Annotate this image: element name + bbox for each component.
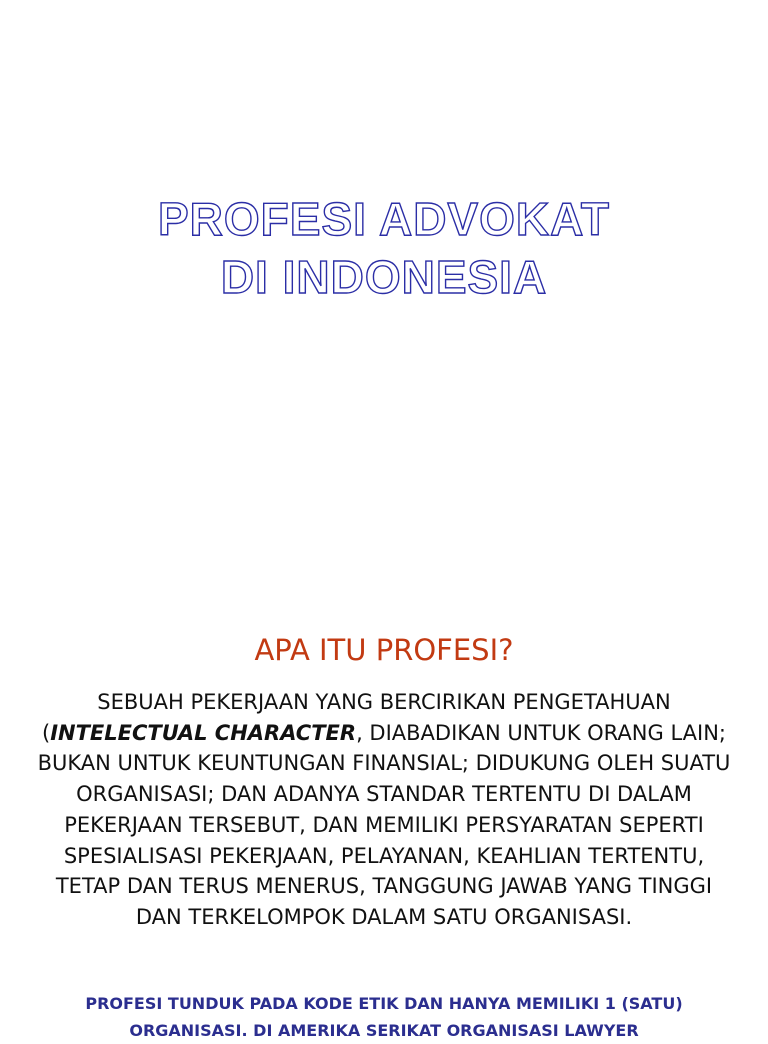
definition-text-part-2: , DIABADIKAN UNTUK ORANG LAIN; BUKAN UNTUK KEUNTUNGAN FINANSIAL; DIDUKUNG OLEH SUATU ORGANISASI; DAN ADANYA STANDAR TERTENTU DI DALAM PEKERJAAN TERSEBUT, DAN MEMILIKI PERSYARATAN SEPERTI SPESIALISASI PEKERJAAN, PELAYANAN, KEAHLIAN TERTENTU, TETAP DAN TERUS MENERUS, TANGGUNG JAWAB YANG TINGGI DAN TERKELOMPOK DALAM SATU ORGANISASI.: [37, 720, 731, 929]
slide-title: [0, 190, 768, 306]
slide-title-line-2: DI INDONESIA: [220, 251, 548, 303]
slide-title-line-1: PROFESI ADVOKAT: [157, 193, 611, 245]
definition-text-part-1: SEBUAH PEKERJAAN YANG BERCIRIKAN PENGETAHUAN (: [42, 690, 671, 745]
definition-paragraph: [30, 687, 738, 933]
definition-emphasis: INTELECTUAL CHARACTER: [50, 720, 357, 745]
section-heading: APA ITU PROFESI?: [254, 633, 514, 667]
organization-note: PROFESI TUNDUK PADA KODE ETIK DAN HANYA MEMILIKI 1 (SATU) ORGANISASI. DI AMERIKA SERIKAT ORGANISASI LAWYER: [85, 994, 683, 1040]
